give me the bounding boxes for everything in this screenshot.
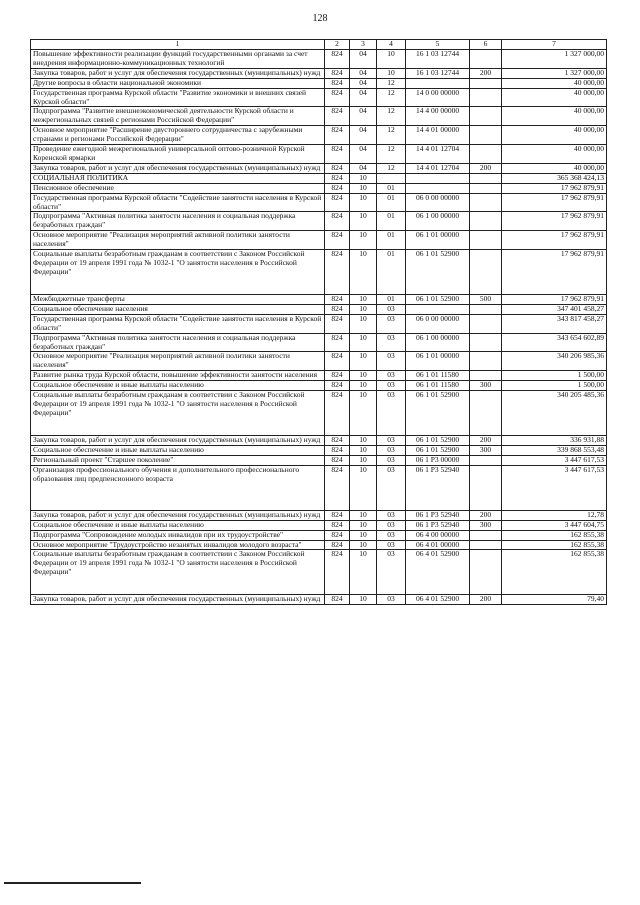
target-article-cell: 06 1 00 00000 xyxy=(406,333,470,352)
item-name-cell: Социальные выплаты безработным гражданам в соответствии с Законом Российской Федерации от 19 апреля 1991 года № 1032-1 "О занятости населения в Российской Федерации" xyxy=(31,550,325,595)
amount-cell: 162 855,38 xyxy=(502,540,607,550)
table-row xyxy=(31,173,607,183)
header-cell: 1 xyxy=(31,40,325,50)
target-article-cell: 14 4 01 12704 xyxy=(406,163,470,173)
target-article-cell: 14 4 00 00000 xyxy=(406,107,470,126)
item-name-cell: Социальное обеспечение населения xyxy=(31,304,325,314)
target-article-cell: 14 0 00 00000 xyxy=(406,88,470,107)
department-code-cell: 824 xyxy=(325,304,350,314)
item-name-cell: Социальные выплаты безработным гражданам в соответствии с Законом Российской Федерации от 19 апреля 1991 года № 1032-1 "О занятости населения в Российской Федерации" xyxy=(31,250,325,295)
department-code-cell: 824 xyxy=(325,510,350,520)
amount-cell: 336 931,88 xyxy=(502,436,607,446)
expense-type-cell xyxy=(470,250,502,295)
subsection-cell: 03 xyxy=(377,595,406,605)
expense-type-cell xyxy=(470,333,502,352)
department-code-cell: 824 xyxy=(325,391,350,436)
item-name-cell: Основное мероприятие "Реализация мероприятий активной политики занятости населения" xyxy=(31,231,325,250)
target-article-cell: 06 1 01 00000 xyxy=(406,352,470,371)
section-cell: 10 xyxy=(350,183,377,193)
table-row xyxy=(31,107,607,126)
subsection-cell: 03 xyxy=(377,520,406,530)
header-cell: 3 xyxy=(350,40,377,50)
amount-cell: 40 000,00 xyxy=(502,145,607,164)
section-cell: 10 xyxy=(350,436,377,446)
table-row xyxy=(31,50,607,69)
header-cell: 2 xyxy=(325,40,350,50)
subsection-cell: 12 xyxy=(377,78,406,88)
target-article-cell: 06 1 01 52900 xyxy=(406,250,470,295)
amount-cell: 339 868 553,48 xyxy=(502,446,607,456)
department-code-cell: 824 xyxy=(325,446,350,456)
amount-cell: 40 000,00 xyxy=(502,126,607,145)
table-row xyxy=(31,510,607,520)
target-article-cell: 06 1 01 52900 xyxy=(406,295,470,305)
subsection-cell: 10 xyxy=(377,50,406,69)
amount-cell: 343 817 458,27 xyxy=(502,314,607,333)
amount-cell: 3 447 617,53 xyxy=(502,455,607,465)
subsection-cell: 03 xyxy=(377,540,406,550)
expense-type-cell xyxy=(470,231,502,250)
header-cell: 6 xyxy=(470,40,502,50)
page-number: 128 xyxy=(312,13,328,24)
target-article-cell xyxy=(406,304,470,314)
item-name-cell: Подпрограмма "Развитие внешнеэкономической деятельности Курской области и межрегиональных связей с регионами Российской Федерации" xyxy=(31,107,325,126)
section-cell: 10 xyxy=(350,530,377,540)
section-cell: 10 xyxy=(350,595,377,605)
target-article-cell: 14 4 01 12704 xyxy=(406,145,470,164)
table-row xyxy=(31,145,607,164)
department-code-cell: 824 xyxy=(325,595,350,605)
table-row xyxy=(31,550,607,595)
amount-cell: 1 500,00 xyxy=(502,371,607,381)
amount-cell: 3 447 617,53 xyxy=(502,465,607,510)
item-name-cell: Государственная программа Курской области "Развитие экономики и внешних связей Курской области" xyxy=(31,88,325,107)
expense-type-cell xyxy=(470,50,502,69)
subsection-cell: 03 xyxy=(377,510,406,520)
target-article-cell: 06 0 00 00000 xyxy=(406,314,470,333)
section-cell: 10 xyxy=(350,314,377,333)
department-code-cell: 824 xyxy=(325,352,350,371)
section-cell: 10 xyxy=(350,352,377,371)
department-code-cell: 824 xyxy=(325,212,350,231)
item-name-cell: Государственная программа Курской области "Содействие занятости населения в Курской области" xyxy=(31,314,325,333)
department-code-cell: 824 xyxy=(325,465,350,510)
target-article-cell: 06 1 P3 00000 xyxy=(406,455,470,465)
subsection-cell: 03 xyxy=(377,304,406,314)
subsection-cell: 03 xyxy=(377,381,406,391)
section-cell: 04 xyxy=(350,50,377,69)
table-row xyxy=(31,163,607,173)
department-code-cell: 824 xyxy=(325,126,350,145)
expense-type-cell xyxy=(470,465,502,510)
subsection-cell: 01 xyxy=(377,183,406,193)
item-name-cell: Пенсионное обеспечение xyxy=(31,183,325,193)
subsection-cell: 03 xyxy=(377,391,406,436)
expense-type-cell: 200 xyxy=(470,595,502,605)
item-name-cell: Проведение ежегодной межрегиональной универсальной оптово-розничной Курской Коренской ярмарки xyxy=(31,145,325,164)
expense-type-cell: 500 xyxy=(470,295,502,305)
expense-type-cell xyxy=(470,173,502,183)
section-cell: 10 xyxy=(350,465,377,510)
item-name-cell: Социальное обеспечение и иные выплаты населению xyxy=(31,381,325,391)
expense-type-cell xyxy=(470,550,502,595)
item-name-cell: СОЦИАЛЬНАЯ ПОЛИТИКА xyxy=(31,173,325,183)
target-article-cell: 06 4 01 52900 xyxy=(406,550,470,595)
expense-type-cell xyxy=(470,78,502,88)
table-row xyxy=(31,183,607,193)
amount-cell: 162 855,38 xyxy=(502,550,607,595)
amount-cell: 1 327 000,00 xyxy=(502,68,607,78)
section-cell: 10 xyxy=(350,295,377,305)
target-article-cell: 06 4 01 52900 xyxy=(406,595,470,605)
target-article-cell xyxy=(406,78,470,88)
section-cell: 04 xyxy=(350,107,377,126)
section-cell: 10 xyxy=(350,173,377,183)
section-cell: 10 xyxy=(350,371,377,381)
department-code-cell: 824 xyxy=(325,173,350,183)
table-row xyxy=(31,391,607,436)
item-name-cell: Региональный проект "Старшее поколение" xyxy=(31,455,325,465)
expense-type-cell xyxy=(470,455,502,465)
department-code-cell: 824 xyxy=(325,550,350,595)
table-row xyxy=(31,126,607,145)
item-name-cell: Основное мероприятие "Реализация мероприятий активной политики занятости населения" xyxy=(31,352,325,371)
table-row xyxy=(31,381,607,391)
department-code-cell: 824 xyxy=(325,381,350,391)
item-name-cell: Социальное обеспечение и иные выплаты населению xyxy=(31,520,325,530)
table-row xyxy=(31,446,607,456)
section-cell: 10 xyxy=(350,550,377,595)
header-cell: 4 xyxy=(377,40,406,50)
subsection-cell: 12 xyxy=(377,145,406,164)
table-row xyxy=(31,371,607,381)
item-name-cell: Социальное обеспечение и иные выплаты населению xyxy=(31,446,325,456)
amount-cell: 40 000,00 xyxy=(502,163,607,173)
table-row xyxy=(31,436,607,446)
amount-cell: 162 855,38 xyxy=(502,530,607,540)
amount-cell: 347 401 458,27 xyxy=(502,304,607,314)
subsection-cell: 03 xyxy=(377,455,406,465)
subsection-cell: 03 xyxy=(377,352,406,371)
target-article-cell: 14 4 01 00000 xyxy=(406,126,470,145)
expense-type-cell xyxy=(470,193,502,212)
subsection-cell: 03 xyxy=(377,371,406,381)
table-row xyxy=(31,333,607,352)
department-code-cell: 824 xyxy=(325,333,350,352)
subsection-cell: 12 xyxy=(377,126,406,145)
department-code-cell: 824 xyxy=(325,78,350,88)
subsection-cell: 03 xyxy=(377,465,406,510)
item-name-cell: Развитие рынка труда Курской области, повышение эффективности занятости населения xyxy=(31,371,325,381)
amount-cell: 40 000,00 xyxy=(502,107,607,126)
header-cell: 7 xyxy=(502,40,607,50)
subsection-cell: 03 xyxy=(377,436,406,446)
expense-type-cell xyxy=(470,107,502,126)
amount-cell: 17 962 879,91 xyxy=(502,193,607,212)
subsection-cell: 03 xyxy=(377,333,406,352)
expense-type-cell xyxy=(470,304,502,314)
amount-cell: 3 447 604,75 xyxy=(502,520,607,530)
subsection-cell: 01 xyxy=(377,231,406,250)
subsection-cell: 03 xyxy=(377,550,406,595)
item-name-cell: Подпрограмма "Сопровождение молодых инвалидов при их трудоустройстве" xyxy=(31,530,325,540)
section-cell: 04 xyxy=(350,68,377,78)
amount-cell: 17 962 879,91 xyxy=(502,183,607,193)
expense-type-cell: 200 xyxy=(470,436,502,446)
section-cell: 10 xyxy=(350,231,377,250)
expense-type-cell: 200 xyxy=(470,163,502,173)
section-cell: 10 xyxy=(350,381,377,391)
department-code-cell: 824 xyxy=(325,193,350,212)
table-row xyxy=(31,520,607,530)
table-row xyxy=(31,455,607,465)
expense-type-cell xyxy=(470,540,502,550)
target-article-cell: 06 1 01 00000 xyxy=(406,231,470,250)
subsection-cell: 03 xyxy=(377,530,406,540)
item-name-cell: Повышение эффективности реализации функций государственными органами за счет внедрения информационно-коммуникационных технологий xyxy=(31,50,325,69)
amount-cell: 365 368 424,13 xyxy=(502,173,607,183)
item-name-cell: Закупка товаров, работ и услуг для обеспечения государственных (муниципальных) нужд xyxy=(31,595,325,605)
expense-type-cell xyxy=(470,212,502,231)
section-cell: 10 xyxy=(350,250,377,295)
target-article-cell: 06 4 01 00000 xyxy=(406,540,470,550)
expense-type-cell: 200 xyxy=(470,68,502,78)
table-row xyxy=(31,465,607,510)
table-row xyxy=(31,250,607,295)
department-code-cell: 824 xyxy=(325,371,350,381)
amount-cell: 1 500,00 xyxy=(502,381,607,391)
expense-type-cell xyxy=(470,88,502,107)
subsection-cell: 03 xyxy=(377,314,406,333)
section-cell: 10 xyxy=(350,446,377,456)
subsection-cell: 12 xyxy=(377,107,406,126)
target-article-cell: 06 1 01 52900 xyxy=(406,446,470,456)
department-code-cell: 824 xyxy=(325,436,350,446)
table-row xyxy=(31,540,607,550)
expense-type-cell: 300 xyxy=(470,446,502,456)
table-row xyxy=(31,78,607,88)
table-row xyxy=(31,193,607,212)
department-code-cell: 824 xyxy=(325,455,350,465)
table-row xyxy=(31,595,607,605)
amount-cell: 79,40 xyxy=(502,595,607,605)
subsection-cell: 03 xyxy=(377,446,406,456)
subsection-cell: 01 xyxy=(377,295,406,305)
item-name-cell: Закупка товаров, работ и услуг для обеспечения государственных (муниципальных) нужд xyxy=(31,68,325,78)
amount-cell: 12,78 xyxy=(502,510,607,520)
expense-type-cell xyxy=(470,183,502,193)
amount-cell: 343 654 602,89 xyxy=(502,333,607,352)
target-article-cell: 06 1 P3 52940 xyxy=(406,465,470,510)
header-cell: 5 xyxy=(406,40,470,50)
department-code-cell: 824 xyxy=(325,295,350,305)
table-row xyxy=(31,212,607,231)
target-article-cell: 16 1 03 12744 xyxy=(406,50,470,69)
expense-type-cell xyxy=(470,145,502,164)
section-cell: 10 xyxy=(350,212,377,231)
department-code-cell: 824 xyxy=(325,88,350,107)
table-row xyxy=(31,88,607,107)
item-name-cell: Организация профессионального обучения и дополнительного профессионального образования лиц предпенсионного возраста xyxy=(31,465,325,510)
section-cell: 04 xyxy=(350,78,377,88)
table-row xyxy=(31,530,607,540)
item-name-cell: Подпрограмма "Активная политика занятости населения и социальная поддержка безработных граждан" xyxy=(31,212,325,231)
table-row xyxy=(31,304,607,314)
item-name-cell: Основное мероприятие "Расширение двустороннего сотрудничества с зарубежными странами и регионами Российской Федерации" xyxy=(31,126,325,145)
expense-type-cell xyxy=(470,126,502,145)
amount-cell: 17 962 879,91 xyxy=(502,231,607,250)
department-code-cell: 824 xyxy=(325,145,350,164)
amount-cell: 17 962 879,91 xyxy=(502,295,607,305)
footer-rule xyxy=(4,882,141,884)
item-name-cell: Социальные выплаты безработным гражданам в соответствии с Законом Российской Федерации от 19 апреля 1991 года № 1032-1 "О занятости населения в Российской Федерации" xyxy=(31,391,325,436)
target-article-cell xyxy=(406,183,470,193)
table-row xyxy=(31,231,607,250)
department-code-cell: 824 xyxy=(325,530,350,540)
item-name-cell: Государственная программа Курской области "Содействие занятости населения в Курской области" xyxy=(31,193,325,212)
target-article-cell: 06 1 00 00000 xyxy=(406,212,470,231)
item-name-cell: Подпрограмма "Активная политика занятости населения и социальная поддержка безработных граждан" xyxy=(31,333,325,352)
department-code-cell: 824 xyxy=(325,520,350,530)
subsection-cell: 12 xyxy=(377,163,406,173)
table-row xyxy=(31,314,607,333)
amount-cell: 340 206 985,36 xyxy=(502,352,607,371)
expense-type-cell xyxy=(470,391,502,436)
target-article-cell: 16 1 03 12744 xyxy=(406,68,470,78)
target-article-cell: 06 0 00 00000 xyxy=(406,193,470,212)
section-cell: 04 xyxy=(350,163,377,173)
table-row xyxy=(31,295,607,305)
subsection-cell: 01 xyxy=(377,212,406,231)
item-name-cell: Закупка товаров, работ и услуг для обеспечения государственных (муниципальных) нужд xyxy=(31,436,325,446)
section-cell: 10 xyxy=(350,391,377,436)
table-row xyxy=(31,352,607,371)
department-code-cell: 824 xyxy=(325,231,350,250)
amount-cell: 17 962 879,91 xyxy=(502,250,607,295)
department-code-cell: 824 xyxy=(325,250,350,295)
subsection-cell: 01 xyxy=(377,250,406,295)
item-name-cell: Закупка товаров, работ и услуг для обеспечения государственных (муниципальных) нужд xyxy=(31,510,325,520)
item-name-cell: Межбюджетные трансферты xyxy=(31,295,325,305)
amount-cell: 40 000,00 xyxy=(502,78,607,88)
item-name-cell: Другие вопросы в области национальной экономики xyxy=(31,78,325,88)
amount-cell: 17 962 879,91 xyxy=(502,212,607,231)
target-article-cell: 06 1 P3 52940 xyxy=(406,520,470,530)
department-code-cell: 824 xyxy=(325,50,350,69)
target-article-cell: 06 1 01 52900 xyxy=(406,391,470,436)
budget-table xyxy=(30,39,607,605)
expense-type-cell xyxy=(470,530,502,540)
expense-type-cell: 300 xyxy=(470,381,502,391)
target-article-cell xyxy=(406,173,470,183)
subsection-cell xyxy=(377,173,406,183)
section-cell: 10 xyxy=(350,333,377,352)
section-cell: 10 xyxy=(350,193,377,212)
table-header-row xyxy=(31,40,607,50)
department-code-cell: 824 xyxy=(325,540,350,550)
expense-type-cell xyxy=(470,371,502,381)
subsection-cell: 01 xyxy=(377,193,406,212)
section-cell: 10 xyxy=(350,540,377,550)
section-cell: 04 xyxy=(350,88,377,107)
section-cell: 10 xyxy=(350,510,377,520)
amount-cell: 340 205 485,36 xyxy=(502,391,607,436)
department-code-cell: 824 xyxy=(325,107,350,126)
section-cell: 10 xyxy=(350,455,377,465)
target-article-cell: 06 1 01 11580 xyxy=(406,381,470,391)
target-article-cell: 06 1 01 52900 xyxy=(406,436,470,446)
department-code-cell: 824 xyxy=(325,68,350,78)
item-name-cell: Основное мероприятие "Трудоустройство незанятых инвалидов молодого возраста" xyxy=(31,540,325,550)
target-article-cell: 06 1 P3 52940 xyxy=(406,510,470,520)
section-cell: 04 xyxy=(350,145,377,164)
expense-type-cell xyxy=(470,314,502,333)
amount-cell: 1 327 000,00 xyxy=(502,50,607,69)
expense-type-cell: 200 xyxy=(470,510,502,520)
expense-type-cell: 300 xyxy=(470,520,502,530)
table-row xyxy=(31,68,607,78)
item-name-cell: Закупка товаров, работ и услуг для обеспечения государственных (муниципальных) нужд xyxy=(31,163,325,173)
department-code-cell: 824 xyxy=(325,314,350,333)
amount-cell: 40 000,00 xyxy=(502,88,607,107)
department-code-cell: 824 xyxy=(325,183,350,193)
section-cell: 10 xyxy=(350,520,377,530)
subsection-cell: 10 xyxy=(377,68,406,78)
subsection-cell: 12 xyxy=(377,88,406,107)
department-code-cell: 824 xyxy=(325,163,350,173)
expense-type-cell xyxy=(470,352,502,371)
target-article-cell: 06 1 01 11580 xyxy=(406,371,470,381)
section-cell: 10 xyxy=(350,304,377,314)
section-cell: 04 xyxy=(350,126,377,145)
target-article-cell: 06 4 00 00000 xyxy=(406,530,470,540)
